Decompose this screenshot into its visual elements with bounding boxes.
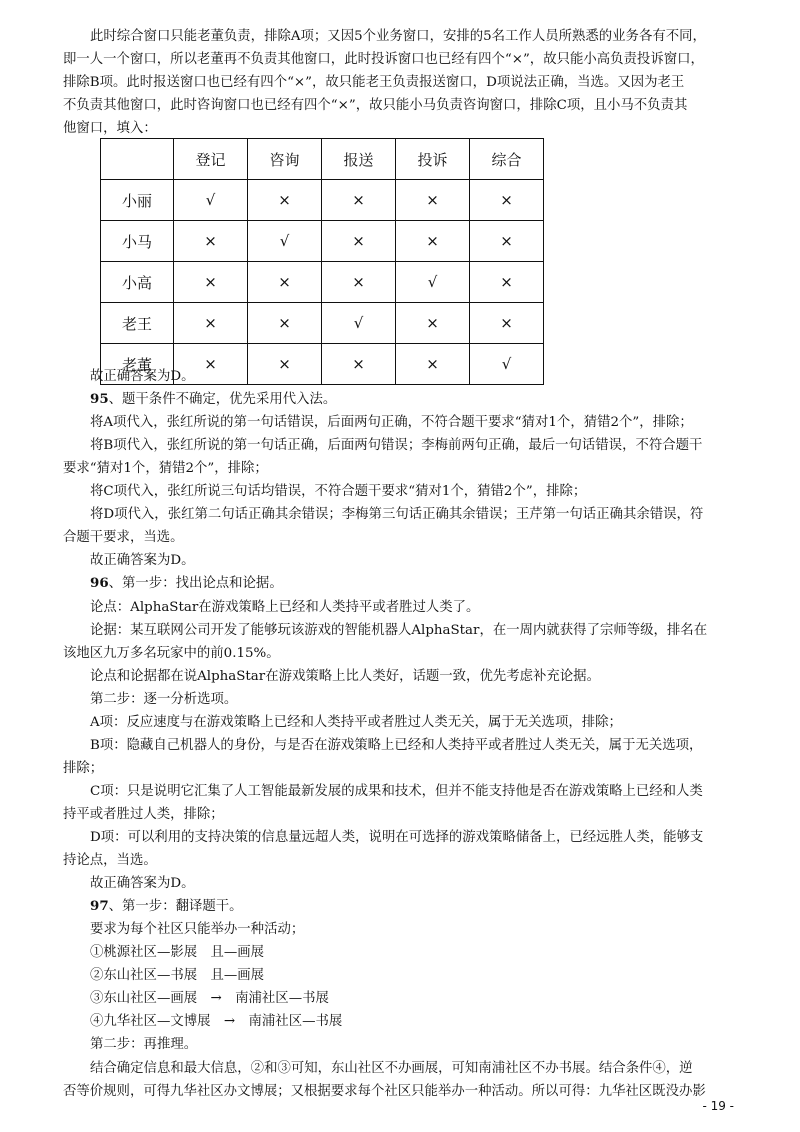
mark-cell: √ (248, 221, 322, 262)
text-line (63, 941, 743, 964)
question-heading (63, 572, 743, 595)
text-line (63, 918, 743, 941)
line-text: 合题干要求，当选。 (63, 530, 184, 546)
text-line: 他窗口，填入： (63, 121, 157, 136)
row-name-cell: 老王 (101, 303, 174, 344)
line-text: 、第一步：找出论点和论据。 (108, 576, 283, 592)
question-number: 95 (90, 391, 109, 408)
line-text: C项：只是说明它汇集了人工智能最新发展的成果和技术，但并不能支持他是否在游戏策略上已经和人类 (90, 783, 703, 799)
mark-cell: × (322, 262, 396, 303)
mark-cell: × (470, 303, 544, 344)
text-line: 即一人一个窗口，所以老董再不负责其他窗口，此时投诉窗口也已经有四个“×”，故只能小高负责投诉窗口， (63, 52, 704, 67)
line-text: 将C项代入，张红所说三句话均错误，不符合题干要求“猜对1个，猜错2个”，排除； (90, 484, 587, 500)
table-header-cell: 综合 (470, 139, 544, 180)
mark-cell: × (248, 180, 322, 221)
text-line (63, 619, 743, 642)
text-line (63, 596, 743, 619)
text-line (63, 849, 743, 872)
text-line: 排除B项。此时报送窗口也已经有四个“×”，故只能老王负责报送窗口，D项说法正确，当选。又因为老王 (63, 75, 685, 90)
line-text: 论点：AlphaStar在游戏策略上已经和人类持平或者胜过人类了。 (90, 599, 480, 615)
line-text: 第二步：逐一分析选项。 (90, 691, 238, 707)
line-text: 论据：某互联网公司开发了能够玩该游戏的智能机器人AlphaStar，在一周内就获得了宗师等级，排名在 (90, 622, 708, 638)
text-line (63, 826, 743, 849)
text-line (63, 526, 743, 549)
line-text: 持论点，当选。 (63, 853, 157, 869)
text-line (63, 365, 743, 388)
row-name-cell: 小丽 (101, 180, 174, 221)
mark-cell: × (396, 221, 470, 262)
text-line (63, 803, 743, 826)
mark-cell: × (322, 221, 396, 262)
mark-cell: × (248, 344, 322, 385)
line-text: 结合确定信息和最大信息，②和③可知，东山社区不办画展，可知南浦社区不办书展。结合条件④，逆 (90, 1060, 693, 1076)
row-name-cell: 老董 (101, 344, 174, 385)
mark-cell: × (470, 262, 544, 303)
text-line (63, 1080, 743, 1103)
mark-cell: × (174, 344, 248, 385)
table-header-cell (101, 139, 174, 180)
mark-cell: √ (174, 180, 248, 221)
line-text: 、题干条件不确定，优先采用代入法。 (108, 392, 337, 408)
line-text: 持平或者胜过人类，排除； (63, 806, 224, 822)
text-line (63, 757, 743, 780)
line-text: 将D项代入，张红第二句话正确其余错误；李梅第三句话正确其余错误；王芹第一句话正确其余错误，符 (90, 507, 704, 523)
question-number: 96 (90, 575, 109, 592)
text-line: 此时综合窗口只能老董负责，排除A项；又因5个业务窗口，安排的5名工作人员所熟悉的业务各有不同， (90, 29, 706, 44)
line-text: 要求“猜对1个，猜错2个”，排除； (63, 461, 268, 477)
line-text: 要求为每个社区只能举办一种活动； (90, 922, 305, 938)
text-line (63, 642, 743, 665)
mark-cell: √ (396, 262, 470, 303)
question-heading (63, 895, 743, 918)
mark-cell: × (470, 180, 544, 221)
mark-cell: × (174, 303, 248, 344)
mark-cell: × (322, 180, 396, 221)
line-text: 、第一步：翻译题干。 (108, 899, 243, 915)
table-row (101, 303, 544, 344)
text-line (63, 1033, 743, 1056)
table-row (101, 262, 544, 303)
mark-cell: × (396, 303, 470, 344)
text-line (63, 411, 743, 434)
row-name-cell: 小高 (101, 262, 174, 303)
text-line: 不负责其他窗口，此时咨询窗口也已经有四个“×”，故只能小马负责咨询窗口，排除C项，且小马不负责其 (63, 98, 688, 113)
line-text: 将B项代入，张红所说的第一句话正确，后面两句错误；李梅前两句正确，最后一句话错误，不符合题干 (90, 438, 703, 454)
mark-cell: × (248, 303, 322, 344)
text-line (63, 780, 743, 803)
line-text: 第二步：再推理。 (90, 1037, 198, 1053)
mark-cell: × (470, 221, 544, 262)
table-header-cell: 登记 (174, 139, 248, 180)
text-line (63, 549, 743, 572)
line-text: B项：隐藏自己机器人的身份，与是否在游戏策略上已经和人类持平或者胜过人类无关，属于无关选项， (90, 737, 703, 753)
text-line (63, 665, 743, 688)
mark-cell: × (396, 344, 470, 385)
line-text: 故正确答案为D。 (90, 553, 195, 569)
line-text: 论点和论据都在说AlphaStar在游戏策略上比人类好，话题一致，优先考虑补充论据。 (90, 668, 600, 684)
row-name-cell: 小马 (101, 221, 174, 262)
page-number: - 19 - (702, 1099, 734, 1113)
text-line (63, 964, 743, 987)
text-line (63, 688, 743, 711)
text-line (63, 734, 743, 757)
text-line (63, 711, 743, 734)
mark-cell: × (174, 221, 248, 262)
text-line (63, 1057, 743, 1080)
text-line (63, 872, 743, 895)
line-text: 该地区九万多名玩家中的前0.15%。 (63, 645, 280, 661)
line-text: 否等价规则，可得九华社区办文博展；又根据要求每个社区只能举办一种活动。所以可得：九华社区既没办影 (63, 1083, 706, 1099)
text-line (63, 503, 743, 526)
line-text: 将A项代入，张红所说的第一句话错误，后面两句正确，不符合题干要求“猜对1个，猜错2个”，排除； (90, 415, 693, 431)
text-line (63, 434, 743, 457)
table-header-cell: 投诉 (396, 139, 470, 180)
line-text: ②东山社区—书展 且—画展 (90, 968, 265, 984)
mark-cell: × (248, 262, 322, 303)
line-text: 排除； (63, 760, 104, 776)
table-row (101, 221, 544, 262)
table-header-cell: 报送 (322, 139, 396, 180)
mark-cell: √ (322, 303, 396, 344)
line-text: ①桃源社区—影展 且—画展 (90, 945, 265, 961)
text-line (63, 480, 743, 503)
text-line (63, 987, 743, 1010)
line-text: D项：可以利用的支持决策的信息量远超人类，说明在可选择的游戏策略储备上，已经远胜人类，能够支 (90, 830, 704, 845)
assignment-table (100, 138, 544, 385)
table-row (101, 180, 544, 221)
table-header-row (101, 139, 544, 180)
line-text: ③东山社区—画展 → 南浦社区—书展 (90, 991, 329, 1007)
question-heading (63, 388, 743, 411)
question-number: 97 (90, 898, 109, 915)
line-text: A项：反应速度与在游戏策略上已经和人类持平或者胜过人类无关，属于无关选项，排除； (90, 714, 622, 730)
mark-cell: × (322, 344, 396, 385)
line-text: ④九华社区—文博展 → 南浦社区—书展 (90, 1014, 343, 1030)
line-text: 故正确答案为D。 (90, 369, 195, 384)
mark-cell: × (396, 180, 470, 221)
text-line (63, 457, 743, 480)
line-text: 故正确答案为D。 (90, 876, 195, 892)
table-header-cell: 咨询 (248, 139, 322, 180)
mark-cell: × (174, 262, 248, 303)
text-line (63, 1010, 743, 1033)
mark-cell: √ (470, 344, 544, 385)
